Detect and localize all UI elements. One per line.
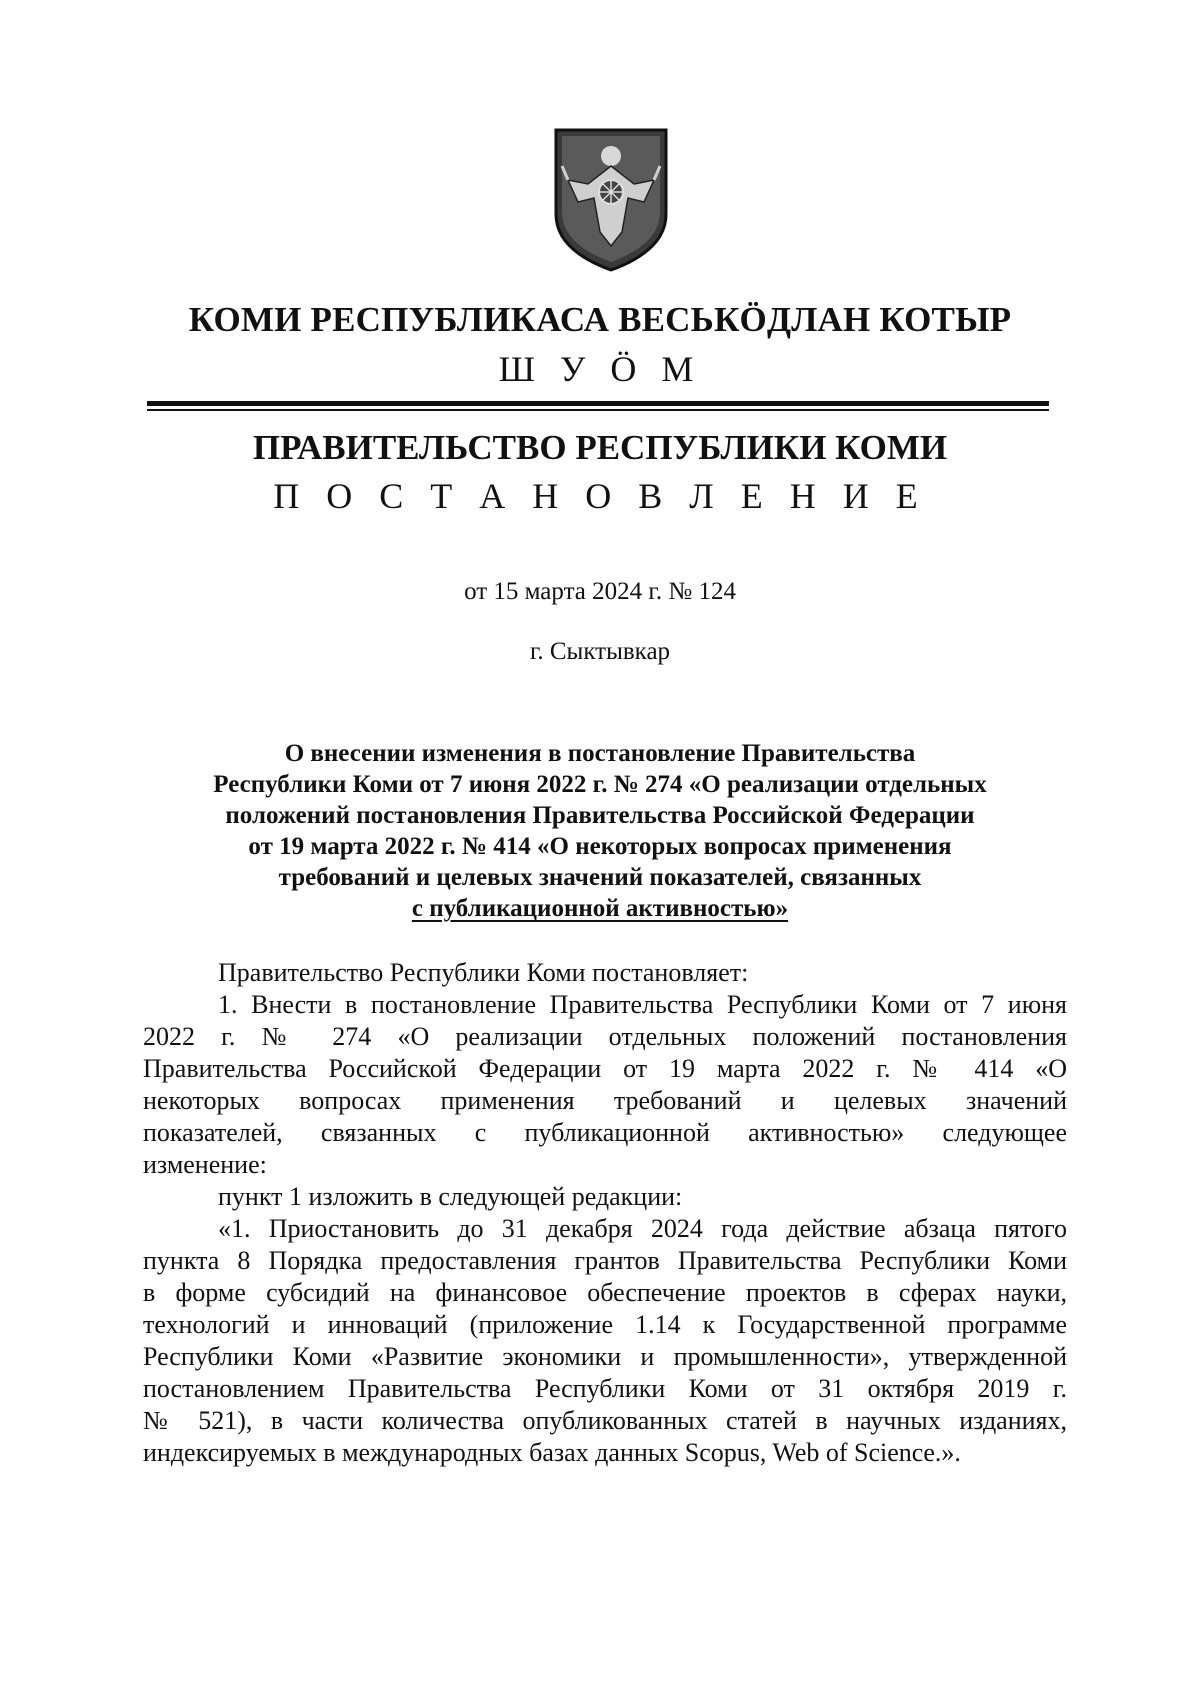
body-text-line: № 521), в части количества опубликованных статей в научных изданиях,	[143, 1406, 1067, 1435]
body-text-line: Республики Коми «Развитие экономики и промышленности», утвержденной	[143, 1342, 1067, 1371]
komi-document-type: Ш У Ӧ М	[498, 349, 702, 389]
document-city: г. Сыктывкар	[529, 638, 671, 665]
body-text-line: 1. Внести в постановление Правительства Республики Коми от 7 июня	[218, 990, 1067, 1019]
government-name: ПРАВИТЕЛЬСТВО РЕСПУБЛИКИ КОМИ	[252, 428, 948, 467]
body-text-line: Правительство Республики Коми постановляет:	[218, 958, 749, 987]
body-text-line: индексируемых в международных базах данных Scopus, Web of Science.».	[143, 1438, 961, 1467]
document-title-line: О внесении изменения в постановление Правительства	[284, 740, 916, 767]
document-type: П О С Т А Н О В Л Е Н И Е	[273, 476, 927, 516]
body-text-line: пункта 8 Порядка предоставления грантов Правительства Республики Коми	[143, 1246, 1067, 1275]
document-title-line: с публикационной активностью»	[411, 895, 789, 922]
body-text-line: пункт 1 изложить в следующей редакции:	[218, 1182, 683, 1211]
body-text-line: Правительства Российской Федерации от 19 марта 2022 г. № 414 «О	[143, 1054, 1067, 1083]
document-title-line: требований и целевых значений показателей, связанных	[278, 864, 922, 891]
body-text-line: технологий и инноваций (приложение 1.14 к Государственной программе	[143, 1310, 1067, 1339]
document-title-line: Республики Коми от 7 июня 2022 г. № 274 «О реализации отдельных	[213, 771, 987, 798]
header-divider-thin	[147, 409, 1049, 411]
body-text-line: постановлением Правительства Республики Коми от 31 октября 2019 г.	[143, 1374, 1067, 1403]
document-title-line: от 19 марта 2022 г. № 414 «О некоторых вопросах применения	[248, 833, 952, 860]
coat-of-arms-emblem	[548, 122, 674, 272]
body-text-line: некоторых вопросах применения требований и целевых значений	[143, 1086, 1067, 1115]
body-text-line: в форме субсидий на финансовое обеспечение проектов в сферах науки,	[143, 1278, 1067, 1307]
body-text-line: 2022 г. № 274 «О реализации отдельных положений постановления	[143, 1022, 1067, 1051]
header-divider-thick	[147, 401, 1049, 406]
document-title-line: положений постановления Правительства Российской Федерации	[225, 802, 975, 829]
body-text-line: «1. Приостановить до 31 декабря 2024 года действие абзаца пятого	[218, 1214, 1067, 1243]
body-text-line: показателей, связанных с публикационной активностью» следующее	[143, 1118, 1067, 1147]
komi-government-name: КОМИ РЕСПУБЛИКАСА ВЕСЬКӦДЛАН КОТЫР	[188, 300, 1012, 339]
document-date-number: от 15 марта 2024 г. № 124	[464, 578, 736, 605]
body-text-line: изменение:	[143, 1150, 267, 1179]
